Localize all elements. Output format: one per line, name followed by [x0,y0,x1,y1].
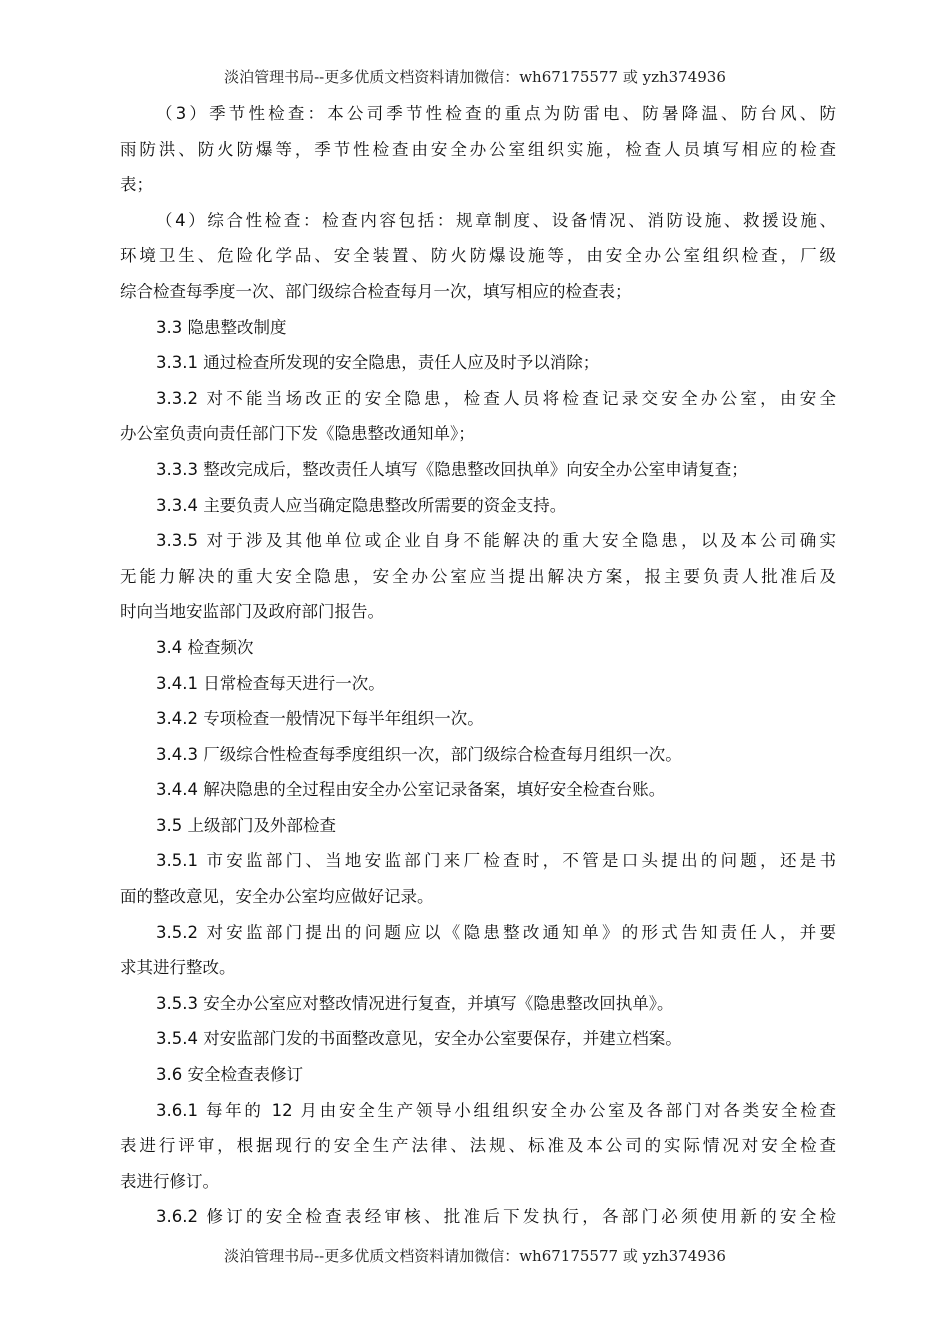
p-3-6-2-1: 3.6.2 修订的安全检查表经审核、批准后下发执行，各部门必须使用新的安全检 [156,1207,836,1227]
p-3-3-1: 3.3.1 通过检查所发现的安全隐患，责任人应及时予以消除； [156,353,600,373]
p-3-3-5-3: 时向当地安监部门及政府部门报告。 [120,602,384,622]
p-3-5-3: 3.5.3 安全办公室应对整改情况进行复查，并填写《隐患整改回执单》。 [156,993,674,1013]
p-3-3-5-2: 无能力解决的重大安全隐患，安全办公室应当提出解决方案，报主要负责人批准后及 [120,566,836,586]
p-seasonal-check-3: 表； [120,175,153,195]
p-3-5-1-1: 3.5.1 市安监部门、当地安监部门来厂检查时，不管是口头提出的问题，还是书 [156,851,836,871]
p-3-5-4: 3.5.4 对安监部门发的书面整改意见，安全办公室要保存，并建立档案。 [156,1029,682,1049]
p-3-4-2: 3.4.2 专项检查一般情况下每半年组织一次。 [156,709,484,729]
document-body [120,96,836,1235]
heading-3-3: 3.3 隐患整改制度 [156,317,287,337]
p-3-4-3: 3.4.3 厂级综合性检查每季度组织一次，部门级综合检查每月组织一次。 [156,744,682,764]
p-3-3-4: 3.3.4 主要负责人应当确定隐患整改所需要的资金支持。 [156,495,567,515]
p-3-5-2-2: 求其进行整改。 [120,958,236,978]
p-comprehensive-check-2: 环境卫生、危险化学品、安全装置、防火防爆设施等，由安全办公室组织检查，厂级 [120,246,836,266]
p-comprehensive-check-3: 综合检查每季度一次、部门级综合检查每月一次，填写相应的检查表； [120,281,632,301]
p-3-3-5-1: 3.3.5 对于涉及其他单位或企业自身不能解决的重大安全隐患，以及本公司确实 [156,531,836,551]
p-3-6-1-3: 表进行修订。 [120,1171,219,1191]
p-3-4-1: 3.4.1 日常检查每天进行一次。 [156,673,385,693]
heading-3-5: 3.5 上级部门及外部检查 [156,815,336,835]
p-3-3-3: 3.3.3 整改完成后，整改责任人填写《隐患整改回执单》向安全办公室申请复查； [156,459,748,479]
p-3-5-2-1: 3.5.2 对安监部门提出的问题应以《隐患整改通知单》的形式告知责任人，并要 [156,922,836,942]
p-3-4-4: 3.4.4 解决隐患的全过程由安全办公室记录备案，填好安全检查台账。 [156,780,666,800]
heading-3-4: 3.4 检查频次 [156,637,254,657]
p-3-6-1-2: 表进行评审，根据现行的安全生产法律、法规、标准及本公司的实际情况对安全检查 [120,1136,836,1156]
p-seasonal-check-1: （3）季节性检查：本公司季节性检查的重点为防雷电、防暑降温、防台风、防 [156,104,836,123]
page-header: 淡泊管理书局--更多优质文档资料请加微信：wh67175577 或 yzh374936 [224,68,726,86]
p-seasonal-check-2: 雨防洪、防火防爆等，季节性检查由安全办公室组织实施，检查人员填写相应的检查 [120,139,836,159]
p-3-6-1-1: 3.6.1 每年的 12 月由安全生产领导小组组织安全办公室及各部门对各类安全检查 [156,1100,836,1120]
p-comprehensive-check-1: （4）综合性检查：检查内容包括：规章制度、设备情况、消防设施、救援设施、 [156,210,836,230]
p-3-3-2-2: 办公室负责向责任部门下发《隐患整改通知单》； [120,424,475,444]
p-3-5-1-2: 面的整改意见，安全办公室均应做好记录。 [120,887,434,907]
heading-3-6: 3.6 安全检查表修订 [156,1065,303,1085]
page-footer: 淡泊管理书局--更多优质文档资料请加微信：wh67175577 或 yzh374936 [224,1247,726,1265]
p-3-3-2-1: 3.3.2 对不能当场改正的安全隐患，检查人员将检查记录交安全办公室，由安全 [156,388,836,408]
